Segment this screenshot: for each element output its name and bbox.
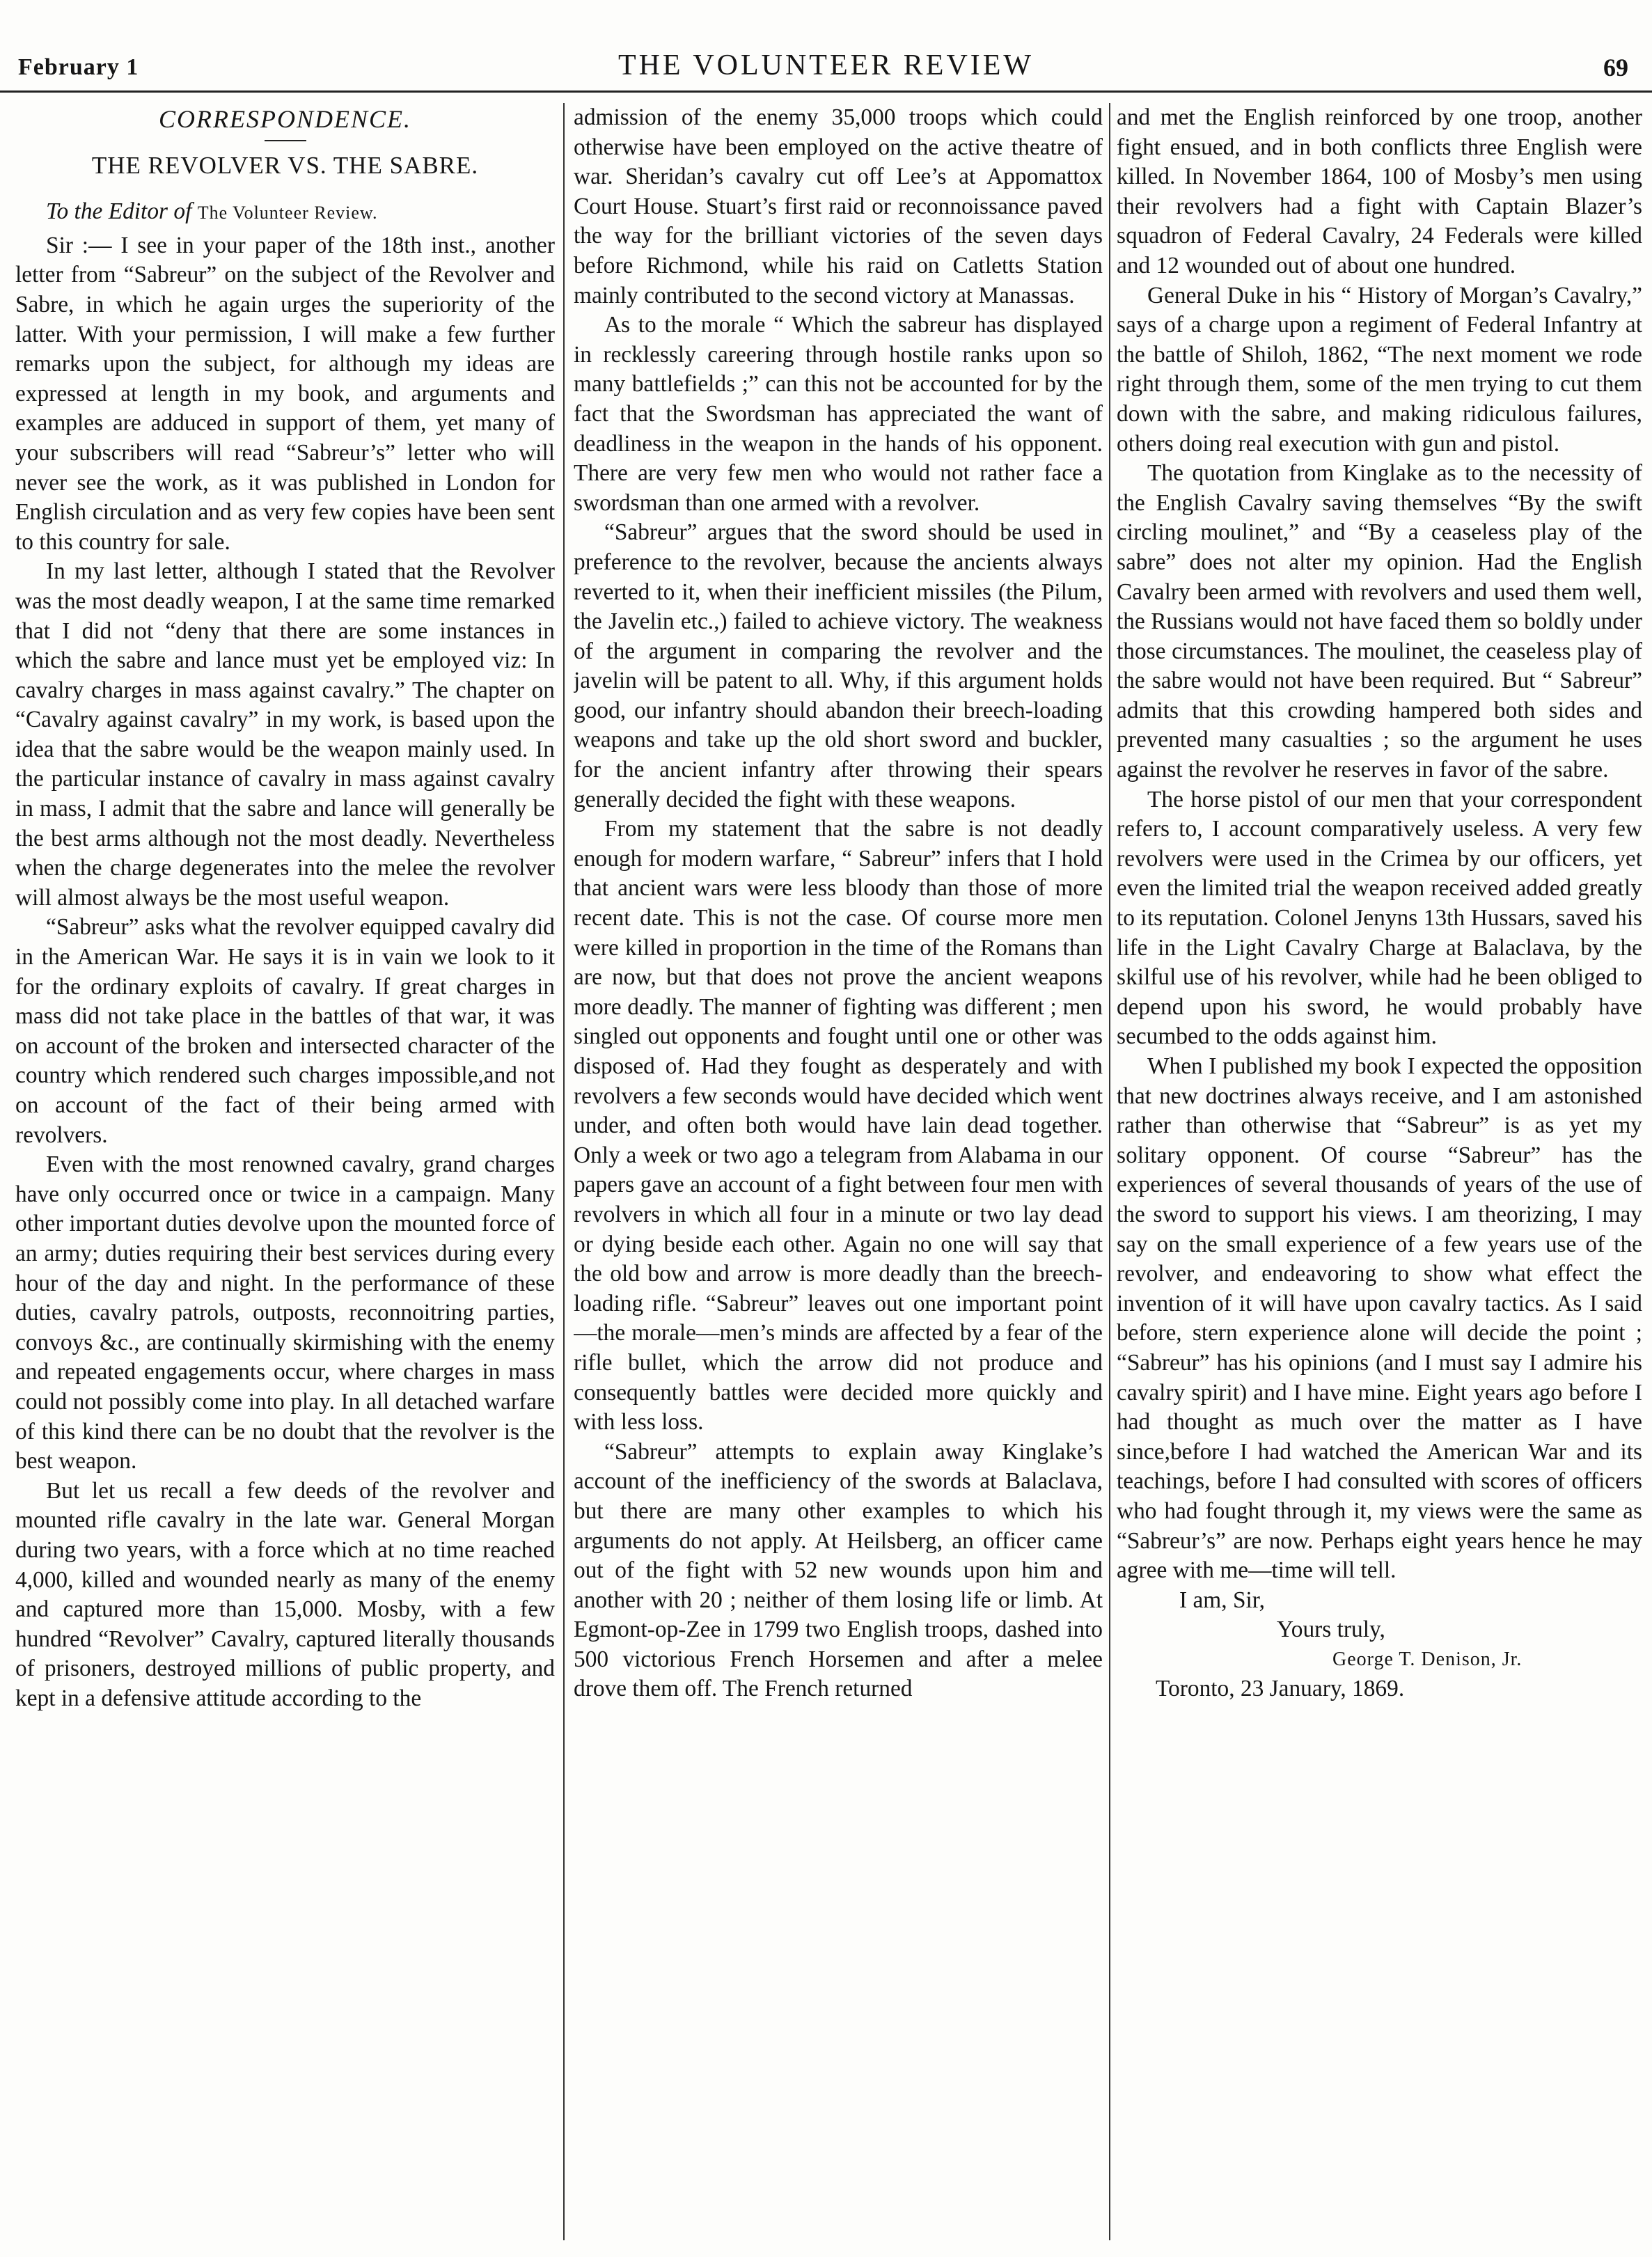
closing: Yours truly,	[1277, 1617, 1385, 1643]
addressee-prefix: To the Editor of	[46, 198, 192, 225]
addressee-name: The Volunteer Review.	[197, 203, 378, 223]
paragraph: “Sabreur” attempts to explain away Kinglake’s account of the inefficiency of the swords at Balaclava, but there are many other examples to which his arguments do not apply. At Heilsberg, an officer came out of the fight with 52 new wounds upon him and another with 20 ; neither of them losing life or limb. At Egmont-op-Zee in 1799 two English troops, dashed into 500 victorious French Horsemen and after a melee drove them off. The French returned	[574, 1438, 1103, 1702]
paragraph: From my statement that the sabre is not deadly enough for modern warfare, “ Sabreur” infers that I hold that ancient wars were less bloody than those of more recent date. This is not the case. Of course more men were killed in proportion in the time of the Romans than are now, but that does not prove the ancient weapons more deadly. The manner of fighting was different ; men singled out opponents and fought until one or other was disposed of. Had they fought as desperately and with revolvers a few seconds would have decided which went under, and often both would have lain dead together. Only a week or two ago a telegram from Alabama in our papers gave an account of a fight between four men with revolvers in which all four in a minute or two lay dead or dying beside each other. Again no one will say that the old bow and arrow is more deadly than the breech-loading rifle. “Sabreur” leaves out one important point—the morale—men’s minds are affected by a fear of the rifle bullet, which the arrow did not produce and consequently battles were decided more quickly and with less loss.	[574, 816, 1103, 1436]
paragraph: “Sabreur” asks what the revolver equipped cavalry did in the American War. He says it is in vain we look to it for the ordinary exploits of cavalry. If great charges in mass did not take place in the battles of that war, it was on account of the broken and intersected character of the country which rendered such charges impossible,and not on account of the fact of their being armed with revolvers.	[15, 914, 555, 1148]
paragraph: In my last letter, although I stated that the Revolver was the most deadly weapon, I at the same time remarked that I did not “deny that there are some instances in which the sabre and lance must yet be employed viz: In cavalry charges in mass against cavalry.” The chapter on “Cavalry against cavalry” in my work, is based upon the idea that the sabre would be the weapon mainly used. In the particular instance of cavalry in mass against cavalry in mass, I admit that the sabre and lance will generally be the best arms although not the most deadly. Nevertheless when the charge degenerates into the melee the revolver will almost always be the most useful weapon.	[15, 558, 555, 911]
paragraph: As to the morale “ Which the sabreur has displayed in recklessly careering through hostile ranks upon so many battlefields ;” can this not be accounted for by the fact that the Swordsman has appreciated the want of deadliness in the weapon in the hands of his opponent. There are very few men who would not rather face a swordsman than one armed with a revolver.	[574, 312, 1103, 516]
publication-title: THE VOLUNTEER REVIEW	[617, 49, 1035, 81]
column-3	[1117, 103, 1642, 2240]
paragraph: General Duke in his “ History of Morgan’s Cavalry,” says of a charge upon a regiment of Federal Infantry at the battle of Shiloh, 1862, “The next moment we rode right through them, some of the men trying to cut them down with the sabre, and making ridiculous failures, others doing real execution with gun and pistol.	[1117, 282, 1642, 457]
letter-signoff	[1117, 1586, 1642, 1704]
paragraph: and met the English reinforced by one troop, another fight ensued, and in both conflicts three English were killed. In November 1864, 100 of Mosby’s men using their revolvers had a fight with Captain Blazer’s squadron of Federal Cavalry, 24 Federals were killed and 12 wounded out of about one hundred.	[1117, 104, 1642, 278]
addressee-line	[15, 197, 555, 228]
column-3-paragraphs	[1117, 103, 1642, 1586]
paragraph: admission of the enemy 35,000 troops which could otherwise have been employed on the active theatre of war. Sheridan’s cavalry cut off Lee’s at Appomattox Court House. Stuart’s first raid or reconnoissance paved the way for the brilliant victories of the seven days before Richmond, while his raid on Catletts Station mainly contributed to the second victory at Manassas.	[574, 104, 1103, 308]
column-1-paragraphs	[15, 231, 555, 1714]
paragraph: When I published my book I expected the opposition that new doctrines always receive, and I am astonished rather than otherwise that “Sabreur” is as yet my solitary opponent. Of course “Sabreur” has the experiences of several thousands of years of the use of the sword to support his views. I am theorizing, I may say on the small experience of a few years use of the revolver, and endeavoring to show what effect the invention of it will have upon cavalry tactics. As I said before, stern experience alone will decide the point ; “Sabreur” has his opinions (and I must say I admire his cavalry spirit) and I have mine. Eight years ago before I had thought as much over the matter as I have since,before I had watched the American War and its teachings, before I had consulted with scores of officers who had fought through it, my views were the same as “Sabreur’s” are now. Perhaps eight years hence he may agree with me—time will tell.	[1117, 1053, 1642, 1584]
dateline: Toronto, 23 January, 1869.	[1156, 1676, 1405, 1702]
column-1	[15, 103, 555, 2240]
column-2-paragraphs	[574, 103, 1103, 1704]
paragraph: The horse pistol of our men that your correspondent refers to, I account comparatively useless. A very few revolvers were used in the Crimea by our officers, yet even the limited trial the weapon received added greatly to its reputation. Colonel Jenyns 13th Hussars, saved his life in the Light Cavalry Charge at Balaclava, by the skilful use of his revolver, while had he been obliged to depend upon his sword, he would probably have secumbed to the odds against him.	[1117, 786, 1642, 1050]
paragraph: The quotation from Kinglake as to the necessity of the English Cavalry saving themselves “By the swift circling moulinet,” and “By a ceaseless play of the sabre” does not alter my opinion. Had the English Cavalry been armed with revolvers and used them well, the Russians would not have faced them so boldly under those circumstances. The moulinet, the ceaseless play of the sabre would not have been required. But “ Sabreur” admits that this crowding hampered both sides and prevented many casualties ; so the argument he uses against the revolver he reserves in favor of the sabre.	[1117, 460, 1642, 783]
column-rule-left	[563, 103, 565, 2240]
salutation: I am, Sir,	[1179, 1587, 1265, 1613]
article-title: THE REVOLVER VS. THE SABRE.	[91, 151, 479, 179]
page-header	[0, 0, 1652, 93]
paragraph: Even with the most renowned cavalry, grand charges have only occurred once or twice in a campaign. Many other important duties devolve upon the mounted force of an army; duties requiring their best services during every hour of the day and night. In the performance of these duties, cavalry patrols, outposts, reconnoitring parties, convoys &c., are continually skirmishing with the enemy and repeated engagements occur, where charges in mass could not possibly come into play. In all detached warfare of this kind there can be no doubt that the revolver is the best weapon.	[15, 1151, 555, 1474]
column-rule-right	[1109, 103, 1110, 2240]
paragraph: Sir :— I see in your paper of the 18th inst., another letter from “Sabreur” on the subject of the Revolver and Sabre, in which he again urges the superiority of the latter. With your permission, I will make a few further remarks upon the subject, for although my ideas are expressed at length in my book, and arguments and examples are adduced in support of them, yet many of your subscribers will read “Sabreur’s” letter who will never see the work, as it was published in London for English circulation and as very few copies have been sent to this country for sale.	[15, 232, 555, 555]
paragraph: “Sabreur” argues that the sword should be used in preference to the revolver, because the ancients always reverted to it, when their inefficient missiles (the Pilum, the Javelin etc.,) failed to achieve victory. The weakness of the argument in comparing the revolver and the javelin will be patent to all. Why, if this argument holds good, our infantry should abandon their breech-loading weapons and take up the old short sword and buckler, for the ancient infantry after throwing their spears generally decided the fight with these weapons.	[574, 519, 1103, 812]
section-title: CORRESPONDENCE.	[159, 105, 411, 133]
paragraph: But let us recall a few deeds of the revolver and mounted rifle cavalry in the late war. General Morgan during two years, with a force which at no time reached 4,000, killed and wounded nearly as many of the enemy and captured more than 15,000. Mosby, with a few hundred “Revolver” Cavalry, captured literally thousands of prisoners, destroyed millions of public property, and kept in a defensive attitude according to the	[15, 1477, 555, 1711]
section-divider	[265, 140, 306, 141]
page-number: 69	[1603, 54, 1628, 81]
column-2	[574, 103, 1103, 2240]
header-date: February 1	[18, 54, 139, 80]
signature: George T. Denison, Jr.	[1332, 1648, 1523, 1670]
